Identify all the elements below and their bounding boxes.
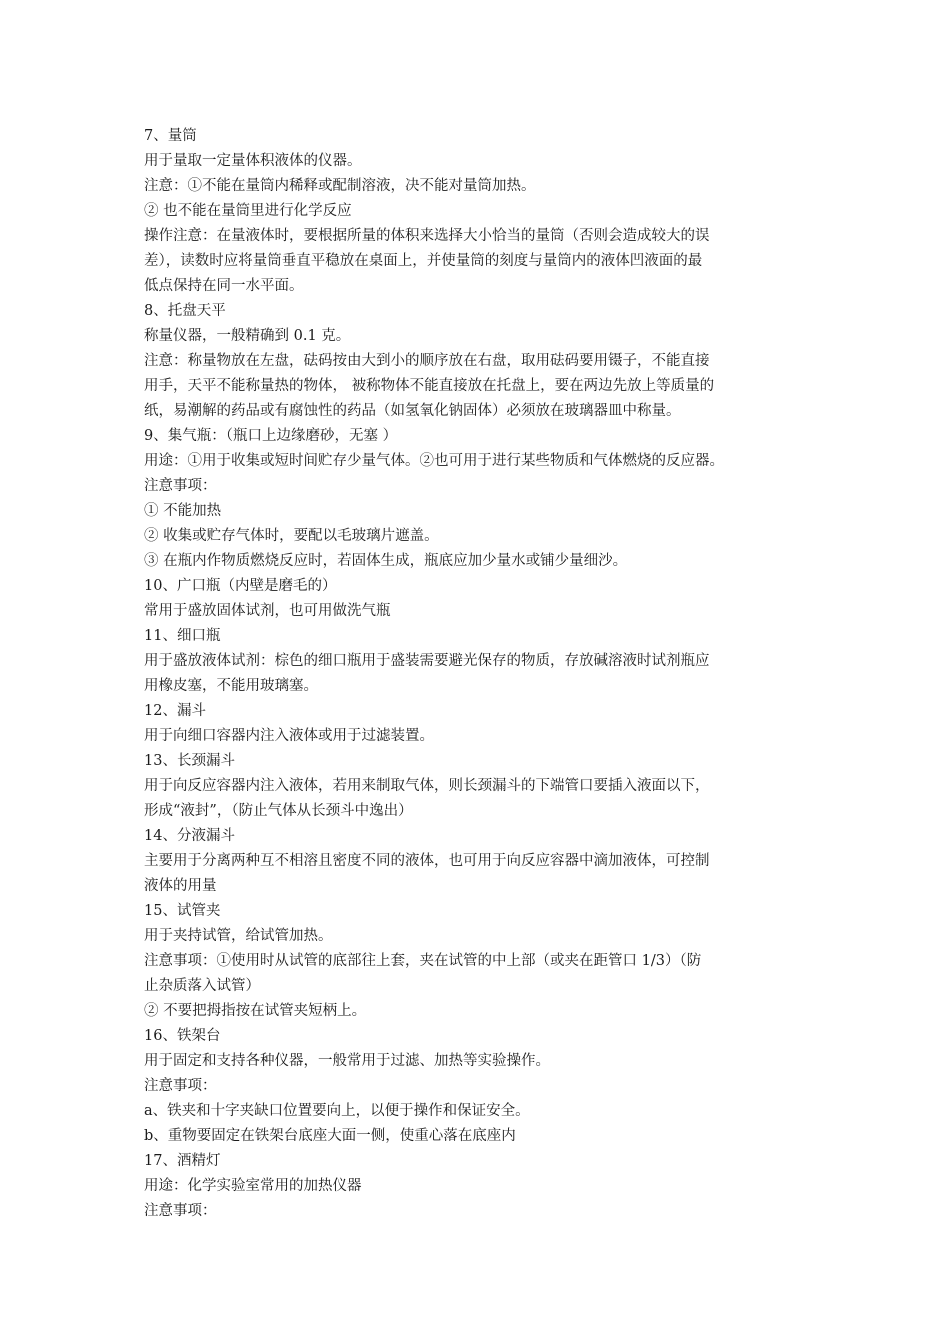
text-line: ③ 在瓶内作物质燃烧反应时，若固体生成，瓶底应加少量水或铺少量细沙。 — [144, 553, 628, 569]
text-line: ② 也不能在量筒里进行化学反应 — [144, 203, 352, 219]
text-line: 差），读数时应将量筒垂直平稳放在桌面上，并使量筒的刻度与量筒内的液体凹液面的最 — [144, 253, 703, 269]
text-line: 用于向细口容器内注入液体或用于过滤装置。 — [144, 728, 434, 744]
section-heading: 16、铁架台 — [144, 1028, 221, 1044]
section-heading: 10、广口瓶（内壁是磨毛的） — [144, 578, 337, 594]
text-line: 用途：化学实验室常用的加热仪器 — [144, 1178, 362, 1194]
text-line: 注意事项： — [144, 478, 217, 494]
text-line: 用手，天平不能称量热的物体， 被称物体不能直接放在托盘上，要在两边先放上等质量的 — [144, 378, 715, 394]
text-line: ① 不能加热 — [144, 503, 222, 519]
section-heading: 8、托盘天平 — [144, 303, 226, 319]
text-line: 用于盛放液体试剂：棕色的细口瓶用于盛装需要避光保存的物质，存放碱溶液时试剂瓶应 — [144, 653, 710, 669]
text-line: 注意事项： — [144, 1078, 217, 1094]
text-line: a、铁夹和十字夹缺口位置要向上，以便于操作和保证安全。 — [144, 1103, 530, 1119]
text-line: 注意事项： — [144, 1203, 217, 1219]
text-line: 用途：①用于收集或短时间贮存少量气体。②也可用于进行某些物质和气体燃烧的反应器。 — [144, 453, 724, 469]
text-line: 用于夹持试管，给试管加热。 — [144, 928, 333, 944]
text-line: 低点保持在同一水平面。 — [144, 278, 304, 294]
section-heading: 7、量筒 — [144, 128, 197, 144]
text-line: 注意事项：①使用时从试管的底部往上套，夹在试管的中上部（或夹在距管口 1/3）（防 — [144, 953, 702, 969]
section-heading: 15、试管夹 — [144, 903, 221, 919]
text-line: 用橡皮塞，不能用玻璃塞。 — [144, 678, 318, 694]
text-line: 用于固定和支持各种仪器，一般常用于过滤、加热等实验操作。 — [144, 1053, 550, 1069]
text-line: ② 不要把拇指按在试管夹短柄上。 — [144, 1003, 367, 1019]
section-heading: 13、长颈漏斗 — [144, 753, 235, 769]
text-line: 止杂质落入试管） — [144, 978, 260, 994]
text-line: b、重物要固定在铁架台底座大面一侧，使重心落在底座内 — [144, 1128, 516, 1144]
text-line: 注意：称量物放在左盘，砝码按由大到小的顺序放在右盘，取用砝码要用镊子，不能直接 — [144, 353, 710, 369]
text-line: 形成“液封”，（防止气体从长颈斗中逸出） — [144, 803, 413, 819]
text-line: 称量仪器，一般精确到 0.1 克。 — [144, 328, 351, 344]
text-line: 主要用于分离两种互不相溶且密度不同的液体，也可用于向反应容器中滴加液体，可控制 — [144, 853, 710, 869]
section-heading: 11、细口瓶 — [144, 628, 221, 644]
text-line: 用于向反应容器内注入液体，若用来制取气体，则长颈漏斗的下端管口要插入液面以下， — [144, 778, 710, 794]
text-line: 液体的用量 — [144, 878, 217, 894]
text-line: ② 收集或贮存气体时，要配以毛玻璃片遮盖。 — [144, 528, 439, 544]
section-heading: 12、漏斗 — [144, 703, 206, 719]
text-line: 常用于盛放固体试剂，也可用做洗气瓶 — [144, 603, 391, 619]
text-line: 纸，易潮解的药品或有腐蚀性的药品（如氢氧化钠固体）必须放在玻璃器皿中称量。 — [144, 403, 681, 419]
section-heading: 14、分液漏斗 — [144, 828, 235, 844]
section-heading: 17、酒精灯 — [144, 1153, 221, 1169]
text-line: 操作注意：在量液体时，要根据所量的体积来选择大小恰当的量筒（否则会造成较大的误 — [144, 228, 710, 244]
section-heading: 9、集气瓶：（瓶口上边缘磨砂，无塞 ） — [144, 428, 398, 444]
document-page — [144, 124, 816, 1224]
text-line: 用于量取一定量体积液体的仪器。 — [144, 153, 362, 169]
text-line: 注意：①不能在量筒内稀释或配制溶液，决不能对量筒加热。 — [144, 178, 536, 194]
